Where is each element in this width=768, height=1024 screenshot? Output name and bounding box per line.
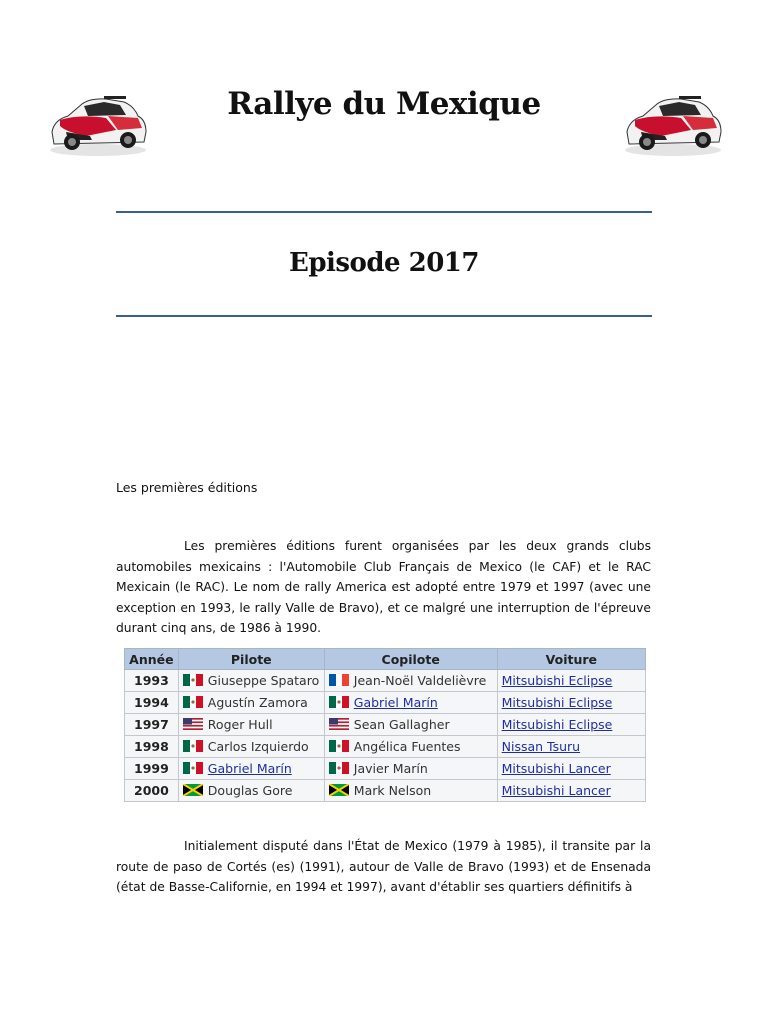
year-cell: 1993	[125, 670, 179, 692]
pilot-name-link[interactable]: Gabriel Marín	[207, 761, 292, 776]
car-link[interactable]: Nissan Tsuru	[501, 739, 581, 754]
pilot-name: Giuseppe Spataro	[207, 673, 320, 688]
page-subtitle: Episode 2017	[289, 248, 479, 278]
year-cell: 1999	[125, 758, 179, 780]
year-cell: 2000	[125, 780, 179, 802]
flag-france-icon	[329, 674, 349, 686]
flag-jamaica-icon	[183, 784, 203, 796]
table-row	[125, 758, 646, 780]
year-cell: 1998	[125, 736, 179, 758]
car-link[interactable]: Mitsubishi Eclipse	[501, 717, 613, 732]
page-title: Rallye du Mexique	[227, 86, 541, 122]
header-copilot: Copilote	[324, 649, 497, 670]
copilot-name: Jean-Noël Valdelièvre	[353, 673, 487, 688]
flag-jamaica-icon	[329, 784, 349, 796]
pilot-name: Agustín Zamora	[207, 695, 308, 710]
car-cell	[497, 736, 645, 758]
pilot-cell	[178, 692, 324, 714]
car-cell	[497, 780, 645, 802]
table-row	[125, 714, 646, 736]
pilot-name: Douglas Gore	[207, 783, 293, 798]
copilot-cell	[324, 692, 497, 714]
paragraph-first-editions: Les premières éditions furent organisées par les deux grands clubs automobiles mexicains : l'Automobile Club Français de Mexico (le CAF) et le RAC Mexicain (le RAC). Le nom de rally America est adopté entre 1979 et 1997 (avec une exception en 1993, le rally Valle de Bravo), et ce malgré une interruption de l'épreuve durant cinq ans, de 1986 à 1990.	[116, 539, 651, 636]
car-link[interactable]: Mitsubishi Eclipse	[501, 673, 613, 688]
car-cell	[497, 670, 645, 692]
pilot-cell	[178, 670, 324, 692]
copilot-name: Sean Gallagher	[353, 717, 450, 732]
copilot-name: Angélica Fuentes	[353, 739, 461, 754]
pilot-name: Roger Hull	[207, 717, 273, 732]
flag-mexico-icon	[329, 740, 349, 752]
header-year: Année	[125, 649, 179, 670]
flag-mexico-icon	[183, 696, 203, 708]
copilot-name-link[interactable]: Gabriel Marín	[353, 695, 438, 710]
pilot-name: Carlos Izquierdo	[207, 739, 309, 754]
car-link[interactable]: Mitsubishi Eclipse	[501, 695, 613, 710]
divider-top	[116, 211, 652, 213]
flag-mexico-icon	[329, 762, 349, 774]
table-row	[125, 670, 646, 692]
car-cell	[497, 758, 645, 780]
section-heading: Les premières éditions	[116, 480, 258, 495]
paragraph-locations: Initialement disputé dans l'État de Mexico (1979 à 1985), il transite par la route de paso de Cortés (es) (1991), autour de Valle de Bravo (1993) et de Ensenada (état de Basse-Californie, en 1994 et 1997), avant d'établir ses quartiers définitifs à	[116, 839, 651, 895]
results-table	[124, 648, 646, 802]
copilot-cell	[324, 670, 497, 692]
table-row	[125, 692, 646, 714]
table-row	[125, 736, 646, 758]
flag-mexico-icon	[329, 696, 349, 708]
table-row	[125, 780, 646, 802]
header-car: Voiture	[497, 649, 645, 670]
copilot-cell	[324, 714, 497, 736]
car-cell	[497, 692, 645, 714]
divider-bottom	[116, 315, 652, 317]
pilot-cell	[178, 714, 324, 736]
table-header-row	[125, 649, 646, 670]
car-cell	[497, 714, 645, 736]
header-pilot: Pilote	[178, 649, 324, 670]
copilot-name: Mark Nelson	[353, 783, 432, 798]
car-link[interactable]: Mitsubishi Lancer	[501, 761, 611, 776]
year-cell: 1997	[125, 714, 179, 736]
pilot-cell	[178, 758, 324, 780]
pilot-cell	[178, 780, 324, 802]
flag-mexico-icon	[183, 740, 203, 752]
copilot-cell	[324, 736, 497, 758]
flag-usa-icon	[183, 718, 203, 730]
car-link[interactable]: Mitsubishi Lancer	[501, 783, 611, 798]
copilot-name: Javier Marín	[353, 761, 428, 776]
copilot-cell	[324, 758, 497, 780]
flag-usa-icon	[329, 718, 349, 730]
year-cell: 1994	[125, 692, 179, 714]
pilot-cell	[178, 736, 324, 758]
copilot-cell	[324, 780, 497, 802]
flag-mexico-icon	[183, 762, 203, 774]
flag-mexico-icon	[183, 674, 203, 686]
